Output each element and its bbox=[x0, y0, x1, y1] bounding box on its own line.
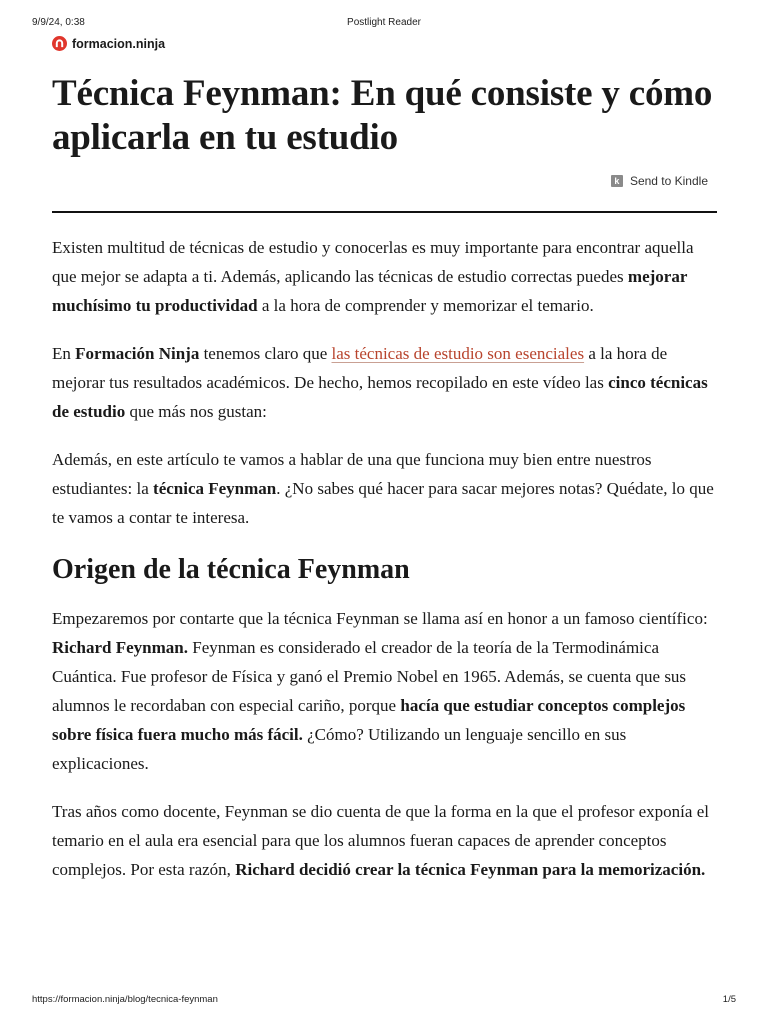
print-datetime: 9/9/24, 0:38 bbox=[32, 17, 85, 28]
paragraph-docente bbox=[52, 797, 717, 884]
paragraph-origen bbox=[52, 604, 717, 778]
bold-text: hacía que estudiar conceptos complejos sobre física fuera mucho más fácil. bbox=[52, 696, 686, 744]
site-name: formacion.ninja bbox=[72, 36, 166, 51]
text: a la hora de mejorar tus resultados académicos. De hecho, hemos recopilado en este vídeo las bbox=[52, 344, 668, 392]
site-logo-icon bbox=[52, 36, 67, 51]
text: En bbox=[52, 344, 76, 363]
text: Tras años como docente, Feynman se dio cuenta de que la forma en la que el profesor exponía el temario en el aula era esencial para que los alumnos fueran capaces de aprender conceptos complejos. Por esta razón, bbox=[52, 802, 709, 879]
print-title: Postlight Reader bbox=[347, 17, 421, 28]
paragraph-intro bbox=[52, 233, 717, 320]
bold-text: cinco técnicas de estudio bbox=[52, 373, 708, 421]
send-to-kindle-label: Send to Kindle bbox=[629, 174, 708, 188]
site-brand[interactable] bbox=[52, 36, 165, 51]
text: tenemos claro que bbox=[199, 344, 332, 363]
article-body bbox=[52, 233, 717, 903]
text: . ¿No sabes qué hacer para sacar mejores notas? Quédate, lo que te vamos a contar te interesa. bbox=[52, 479, 714, 527]
paragraph-formacion-ninja bbox=[52, 339, 717, 426]
text: a la hora de comprender y memorizar el temario. bbox=[257, 296, 594, 315]
kindle-icon: k bbox=[611, 175, 623, 187]
title-divider bbox=[52, 211, 717, 213]
text: Además, en este artículo te vamos a hablar de una que funciona muy bien entre nuestros estudiantes: la bbox=[52, 450, 652, 498]
print-header bbox=[32, 17, 736, 31]
print-footer bbox=[32, 994, 736, 1006]
bold-text: mejorar muchísimo tu productividad bbox=[52, 267, 688, 315]
bold-text: técnica Feynman bbox=[153, 479, 277, 498]
page-url: https://formacion.ninja/blog/tecnica-feynman bbox=[32, 994, 218, 1005]
paragraph-feynman-intro bbox=[52, 445, 717, 532]
bold-text: Formación Ninja bbox=[75, 344, 200, 363]
tecnicas-estudio-link[interactable]: las técnicas de estudio son esenciales bbox=[331, 344, 585, 363]
bold-text: Richard Feynman. bbox=[52, 638, 188, 657]
text: que más nos gustan: bbox=[125, 402, 267, 421]
text: Existen multitud de técnicas de estudio y conocerlas es muy importante para encontrar aquella que mejor se adapta a ti. Además, aplicando las técnicas de estudio correctas puedes bbox=[52, 238, 694, 286]
article-title: Técnica Feynman: En qué consiste y cómo aplicarla en tu estudio bbox=[52, 73, 713, 158]
text: Empezaremos por contarte que la técnica Feynman se llama así en honor a un famoso científico: bbox=[52, 609, 708, 628]
text: Feynman es considerado el creador de la teoría de la Termodinámica Cuántica. Fue profesor de Física y ganó el Premio Nobel en 1965. Además, se cuenta que sus alumnos le recordaban con especial cariño, porque bbox=[52, 638, 687, 715]
send-to-kindle-button[interactable] bbox=[611, 174, 708, 188]
section-heading-origen: Origen de la técnica Feynman bbox=[52, 554, 410, 585]
page-number: 1/5 bbox=[722, 994, 736, 1005]
text: ¿Cómo? Utilizando un lenguaje sencillo en sus explicaciones. bbox=[52, 725, 627, 773]
bold-text: Richard decidió crear la técnica Feynman para la memorización. bbox=[235, 860, 706, 879]
